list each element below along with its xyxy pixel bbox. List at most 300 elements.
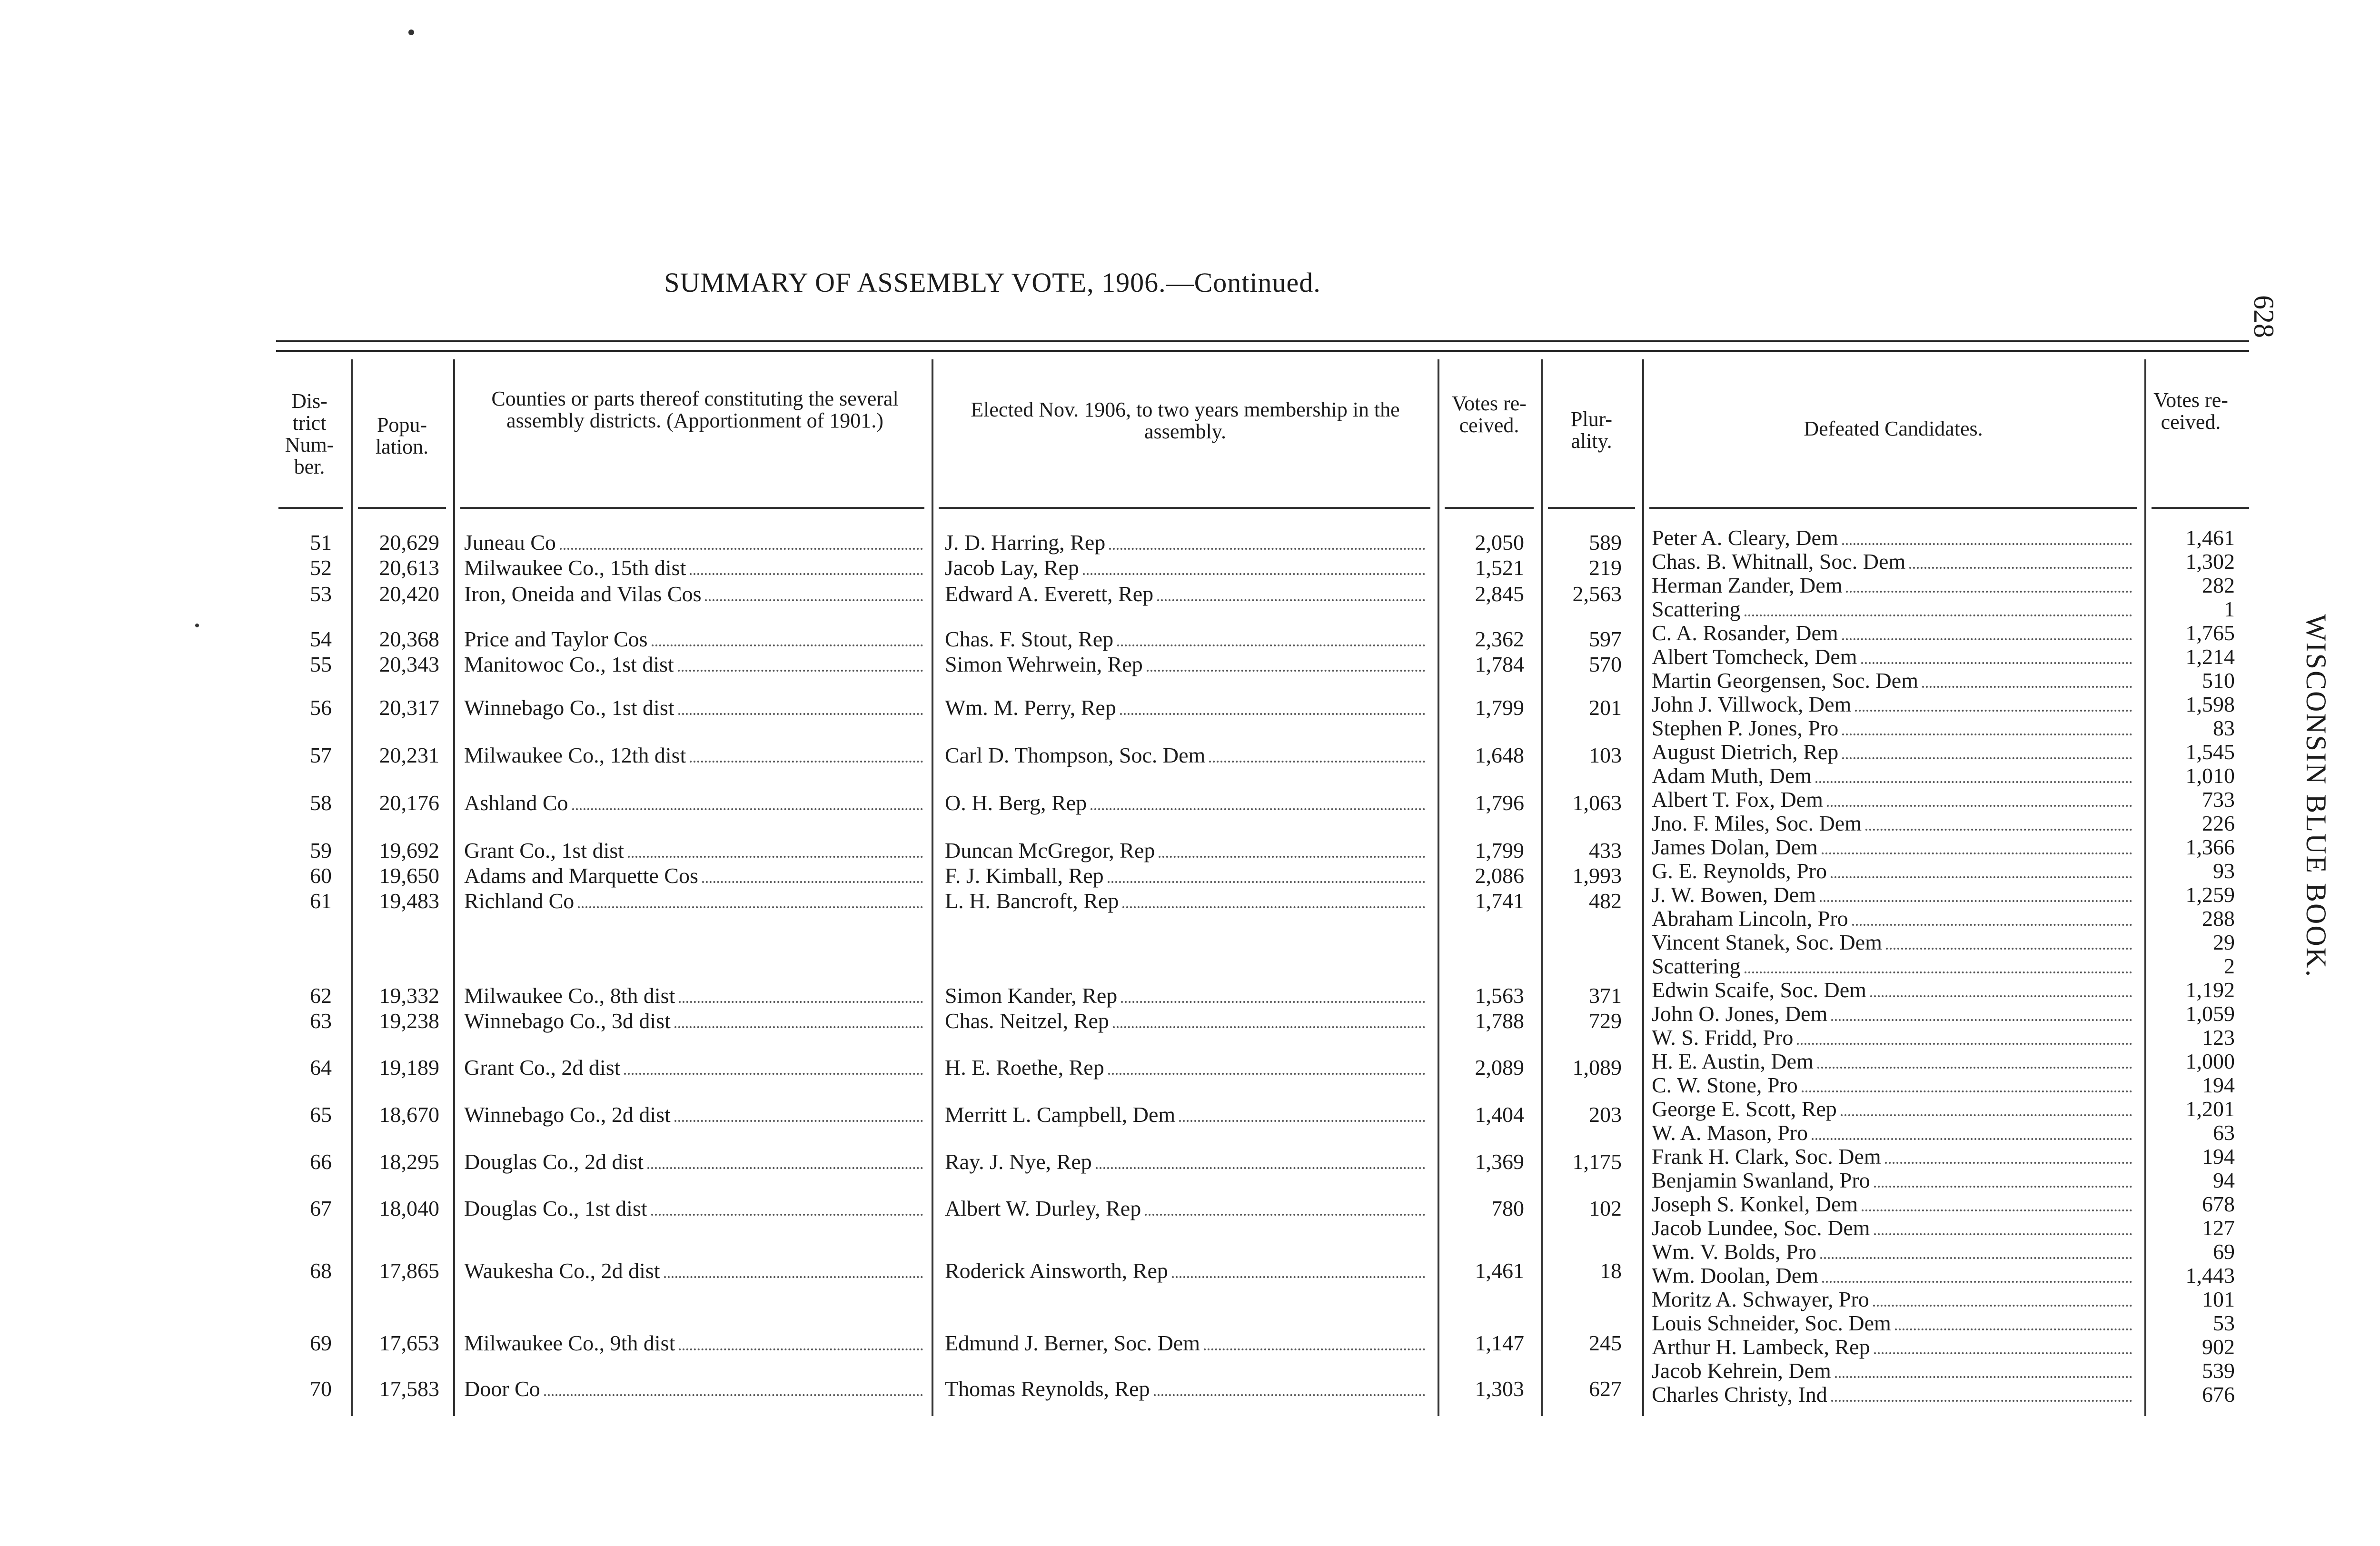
votes-received: 1,521 [1475,555,1524,580]
dot-leader [1870,995,2132,997]
defeated-candidate [1652,550,2135,574]
population: 17,653 [379,1331,439,1355]
district-number: 51 [310,530,332,555]
elected-member [945,1103,1428,1127]
county-name-text: Ashland Co [464,791,568,815]
dot-leader [1842,638,2132,640]
county-name-text: Winnebago Co., 2d dist [464,1103,671,1127]
page-title: SUMMARY OF ASSEMBLY VOTE, 1906.—Continued. [664,267,1321,298]
dot-leader [1096,1167,1425,1169]
defeated-votes: 1,192 [2185,978,2235,1002]
defeated-candidate [1652,788,2135,812]
defeated-candidate-text: Wm. Doolan, Dem [1652,1264,1819,1288]
dot-leader [1874,1186,2132,1188]
dot-leader [1820,1257,2132,1259]
defeated-candidate [1652,1121,2135,1145]
defeated-votes: 94 [2213,1168,2235,1192]
header-underline [460,507,924,509]
votes-received: 2,086 [1475,863,1524,888]
defeated-candidate [1652,740,2135,764]
defeated-votes: 123 [2202,1025,2235,1050]
header-underline [1548,507,1635,509]
votes-received: 1,147 [1475,1331,1524,1355]
elected-member [945,864,1428,888]
elected-member-text: Roderick Ainsworth, Rep [945,1259,1168,1283]
dot-leader [624,1073,923,1075]
county-name [464,791,926,815]
county-name-text: Juneau Co [464,531,556,555]
dot-leader [1122,906,1425,908]
top-double-rule-upper [276,340,2249,342]
votes-received: 1,563 [1475,983,1524,1008]
elected-member [945,696,1428,720]
elected-member [945,582,1428,606]
county-name-text: Milwaukee Co., 9th dist [464,1331,675,1355]
population: 19,238 [379,1009,439,1033]
dot-leader [1852,924,2132,926]
defeated-candidate-text: John J. Villwock, Dem [1652,693,1852,716]
dot-leader [1209,761,1425,763]
county-name [464,743,926,767]
defeated-votes: 1,443 [2185,1263,2235,1288]
county-name [464,1150,926,1174]
votes-received: 1,648 [1475,743,1524,767]
page-number: 628 [2248,295,2280,338]
dot-leader [1831,1019,2132,1021]
dot-leader [1820,900,2132,902]
district-number: 53 [310,582,332,606]
column-divider [932,359,933,1416]
plurality: 1,175 [1572,1150,1622,1174]
county-name-text: Douglas Co., 1st dist [464,1197,647,1220]
plurality: 2,563 [1572,582,1622,606]
defeated-candidate [1652,859,2135,883]
dot-leader [1083,573,1425,575]
district-number: 56 [310,695,332,720]
district-number: 66 [310,1150,332,1174]
dot-leader [1113,1026,1425,1028]
dot-leader [1822,852,2132,854]
header-underline [278,507,343,509]
dot-leader [678,670,923,672]
header-underline [1649,507,2137,509]
district-number: 61 [310,889,332,913]
dot-leader [1855,710,2132,712]
elected-member [945,1259,1428,1283]
defeated-candidate [1652,954,2135,978]
county-name [464,984,926,1008]
county-name [464,1056,926,1080]
defeated-candidate-text: Louis Schneider, Soc. Dem [1652,1311,1891,1335]
county-name [464,556,926,580]
defeated-candidate-text: Adam Muth, Dem [1652,764,1812,788]
population: 18,295 [379,1150,439,1174]
defeated-candidate-text: Vincent Stanek, Soc. Dem [1652,931,1882,954]
dot-leader [705,599,923,601]
dot-leader [664,1276,923,1278]
elected-member [945,627,1428,651]
column-divider [1438,359,1439,1416]
dot-leader [702,881,923,883]
county-name-text: Douglas Co., 2d dist [464,1150,644,1174]
dot-leader [674,1026,923,1028]
elected-member-text: F. J. Kimball, Rep [945,864,1104,888]
population: 19,189 [379,1055,439,1080]
votes-received: 1,788 [1475,1009,1524,1033]
dot-leader [1873,1305,2132,1307]
top-double-rule-lower [276,350,2249,352]
county-name-text: Door Co [464,1377,540,1401]
dot-leader [1831,876,2132,878]
dot-leader [1145,1214,1425,1216]
elected-member-text: Duncan McGregor, Rep [945,839,1155,862]
header-population: Popu- lation. [375,413,429,458]
elected-member-text: O. H. Berg, Rep [945,791,1087,815]
population: 17,865 [379,1259,439,1283]
elected-member [945,889,1428,913]
county-name-text: Richland Co [464,889,575,913]
county-name-text: Winnebago Co., 3d dist [464,1009,671,1033]
defeated-votes: 93 [2213,859,2235,883]
dot-leader [1204,1348,1425,1350]
defeated-candidate-text: Scattering [1652,597,1741,621]
dot-leader [1885,1162,2132,1164]
district-number: 69 [310,1331,332,1355]
county-name-text: Milwaukee Co., 8th dist [464,984,675,1008]
elected-member [945,839,1428,862]
dot-leader [1745,614,2132,616]
elected-member-text: Chas. Neitzel, Rep [945,1009,1109,1033]
defeated-votes: 1,214 [2185,644,2235,669]
dot-leader [1831,1400,2132,1402]
votes-received: 1,796 [1475,791,1524,815]
dot-leader [690,573,923,575]
votes-received: 1,799 [1475,695,1524,720]
dot-leader [572,808,923,810]
dot-leader [1862,1209,2132,1211]
dot-leader [679,1348,923,1350]
elected-member-text: Edmund J. Berner, Soc. Dem [945,1331,1200,1355]
dot-leader [1159,856,1425,858]
elected-member-text: Wm. M. Perry, Rep [945,696,1116,720]
defeated-candidate-text: Benjamin Swanland, Pro [1652,1169,1870,1192]
elected-member [945,984,1428,1008]
county-name-text: Iron, Oneida and Vilas Cos [464,582,702,606]
defeated-votes: 1,545 [2185,740,2235,764]
dot-leader [1815,781,2132,783]
dot-leader [1827,805,2132,807]
votes-received: 1,784 [1475,652,1524,676]
elected-member [945,1009,1428,1033]
district-number: 68 [310,1259,332,1283]
plurality: 201 [1589,695,1622,720]
dot-leader [1147,670,1425,672]
elected-member [945,743,1428,767]
defeated-candidate [1652,883,2135,907]
dot-leader [674,1120,923,1122]
dot-leader [1822,1281,2132,1283]
county-name [464,889,926,913]
elected-member-text: Jacob Lay, Rep [945,556,1079,580]
county-name [464,582,926,606]
defeated-votes: 733 [2202,787,2235,812]
population: 20,343 [379,652,439,676]
defeated-candidate-text: James Dolan, Dem [1652,835,1818,859]
district-number: 52 [310,555,332,580]
elected-member-text: Edward A. Everett, Rep [945,582,1154,606]
defeated-candidate-text: John O. Jones, Dem [1652,1002,1828,1026]
defeated-candidate [1652,1359,2135,1383]
district-number: 70 [310,1377,332,1401]
defeated-candidate-text: Stephen P. Jones, Pro [1652,716,1839,740]
defeated-candidate-text: Joseph S. Konkel, Dem [1652,1192,1858,1216]
plurality: 18 [1600,1259,1622,1283]
header-counties: Counties or parts thereof constituting the several assembly districts. (Apportionment of 1901.) [491,387,899,432]
plurality: 570 [1589,652,1622,676]
population: 20,613 [379,555,439,580]
defeated-candidate [1652,597,2135,621]
defeated-candidate [1652,1288,2135,1311]
defeated-candidate-text: Albert T. Fox, Dem [1652,788,1823,812]
county-name [464,1197,926,1220]
defeated-candidate [1652,835,2135,859]
defeated-candidate [1652,716,2135,740]
defeated-candidate-text: C. A. Rosander, Dem [1652,621,1838,645]
defeated-votes: 1,765 [2185,621,2235,645]
elected-member [945,1150,1428,1174]
defeated-votes: 510 [2202,668,2235,693]
elected-member-text: Carl D. Thompson, Soc. Dem [945,743,1206,767]
defeated-candidate [1652,812,2135,835]
header-plurality: Plur- ality. [1570,407,1613,453]
dot-leader [628,856,923,858]
elected-member-text: Chas. F. Stout, Rep [945,627,1114,651]
votes-received: 2,089 [1475,1055,1524,1080]
defeated-votes: 1,302 [2185,549,2235,574]
defeated-candidate-text: Wm. V. Bolds, Pro [1652,1240,1816,1264]
dot-leader [1842,733,2132,735]
dot-leader [1120,713,1425,715]
votes-received: 1,741 [1475,889,1524,913]
county-name-text: Winnebago Co., 1st dist [464,696,674,720]
header-defeated-votes: Votes re- ceived. [2153,388,2228,434]
defeated-candidate [1652,978,2135,1002]
population: 20,368 [379,627,439,651]
defeated-candidate [1652,669,2135,693]
population: 19,692 [379,838,439,862]
defeated-candidate [1652,1383,2135,1407]
defeated-candidate-text: G. E. Reynolds, Pro [1652,859,1827,883]
defeated-votes: 1,259 [2185,882,2235,907]
dot-leader [1842,543,2132,545]
dot-leader [679,1001,923,1003]
dot-leader [1108,881,1425,883]
county-name [464,696,926,720]
county-name [464,627,926,651]
county-name-text: Grant Co., 2d dist [464,1056,621,1080]
population: 18,670 [379,1102,439,1127]
county-name-text: Milwaukee Co., 15th dist [464,556,686,580]
population: 18,040 [379,1196,439,1220]
county-name-text: Milwaukee Co., 12th dist [464,743,686,767]
plurality: 482 [1589,889,1622,913]
votes-received: 1,303 [1475,1377,1524,1401]
county-name [464,1103,926,1127]
defeated-candidate-text: Herman Zander, Dem [1652,574,1843,597]
plurality: 219 [1589,555,1622,580]
elected-member [945,1197,1428,1220]
district-number: 57 [310,743,332,767]
defeated-candidate-text: Chas. B. Whitnall, Soc. Dem [1652,550,1906,574]
population: 19,483 [379,889,439,913]
defeated-candidate-text: Arthur H. Lambeck, Rep [1652,1335,1870,1359]
defeated-candidate [1652,1026,2135,1050]
defeated-candidate-text: Albert Tomcheck, Dem [1652,645,1857,669]
defeated-candidate-text: Martin Georgensen, Soc. Dem [1652,669,1918,693]
population: 20,176 [379,791,439,815]
defeated-candidate-text: Edwin Scaife, Soc. Dem [1652,978,1866,1002]
elected-member-text: Ray. J. Nye, Rep [945,1150,1092,1174]
print-speck [195,624,199,627]
dot-leader [1812,1138,2132,1140]
defeated-candidate-text: H. E. Austin, Dem [1652,1050,1814,1073]
dot-leader [1895,1328,2132,1330]
defeated-candidate [1652,1335,2135,1359]
district-number: 64 [310,1055,332,1080]
defeated-candidate-text: Moritz A. Schwayer, Pro [1652,1288,1869,1311]
dot-leader [1846,591,2132,593]
district-number: 63 [310,1009,332,1033]
defeated-candidate [1652,526,2135,550]
defeated-votes: 83 [2213,716,2235,740]
dot-leader [1841,1114,2132,1116]
county-name-text: Grant Co., 1st dist [464,839,625,862]
column-divider [2144,359,2146,1416]
defeated-candidate [1652,1073,2135,1097]
votes-received: 2,050 [1475,530,1524,555]
plurality: 1,063 [1572,791,1622,815]
plurality: 103 [1589,743,1622,767]
defeated-votes: 226 [2202,811,2235,835]
defeated-candidate-text: Jno. F. Miles, Soc. Dem [1652,812,1862,835]
district-number: 65 [310,1102,332,1127]
dot-leader [1835,1376,2132,1378]
defeated-votes: 194 [2202,1073,2235,1097]
defeated-votes: 101 [2202,1287,2235,1311]
population: 17,583 [379,1377,439,1401]
header-underline [939,507,1430,509]
dot-leader [690,761,923,763]
elected-member [945,791,1428,815]
dot-leader [1886,948,2132,950]
defeated-candidate [1652,931,2135,954]
header-underline [358,507,446,509]
defeated-votes: 1,461 [2185,525,2235,550]
dot-leader [1842,757,2132,759]
plurality: 371 [1589,983,1622,1008]
votes-received: 1,404 [1475,1102,1524,1127]
district-number: 59 [310,838,332,862]
defeated-votes: 1,366 [2185,835,2235,859]
county-name-text: Waukesha Co., 2d dist [464,1259,660,1283]
votes-received: 1,461 [1475,1259,1524,1283]
defeated-votes: 288 [2202,906,2235,931]
column-divider [1541,359,1543,1416]
votes-received: 780 [1491,1196,1524,1220]
defeated-candidate [1652,693,2135,716]
book-side-title: WISCONSIN BLUE BOOK. [2301,614,2332,978]
plurality: 203 [1589,1102,1622,1127]
plurality: 102 [1589,1196,1622,1220]
votes-received: 2,362 [1475,627,1524,651]
defeated-votes: 1,059 [2185,1001,2235,1026]
dot-leader [1109,548,1425,550]
defeated-votes: 127 [2202,1216,2235,1240]
plurality: 245 [1589,1331,1622,1355]
dot-leader [1157,599,1425,601]
county-name [464,653,926,676]
dot-leader [1874,1233,2132,1235]
defeated-candidate [1652,1169,2135,1192]
defeated-votes: 1,010 [2185,763,2235,788]
county-name-text: Manitowoc Co., 1st dist [464,653,674,676]
column-divider [351,359,353,1416]
votes-received: 2,845 [1475,582,1524,606]
dot-leader [1861,662,2132,664]
district-number: 60 [310,863,332,888]
dot-leader [651,1214,923,1216]
defeated-votes: 676 [2202,1382,2235,1407]
defeated-candidate [1652,1264,2135,1288]
defeated-candidate-text: C. W. Stone, Pro [1652,1073,1798,1097]
dot-leader [1865,829,2132,831]
elected-member-text: Merritt L. Campbell, Dem [945,1103,1176,1127]
defeated-candidate-text: W. S. Fridd, Pro [1652,1026,1794,1050]
defeated-votes: 282 [2202,573,2235,597]
defeated-votes: 902 [2202,1335,2235,1359]
header-votes-received: Votes re- ceived. [1452,392,1527,437]
population: 19,332 [379,983,439,1008]
defeated-votes: 1 [2224,597,2235,621]
county-name [464,1331,926,1355]
defeated-votes: 1,201 [2185,1097,2235,1121]
population: 20,231 [379,743,439,767]
dot-leader [1117,644,1425,646]
dot-leader [1922,686,2132,688]
elected-member-text: Thomas Reynolds, Rep [945,1377,1150,1401]
elected-member [945,531,1428,555]
elected-member [945,1377,1428,1401]
defeated-votes: 63 [2213,1120,2235,1145]
dot-leader [647,1167,923,1169]
defeated-votes: 53 [2213,1311,2235,1335]
county-name [464,1377,926,1401]
defeated-candidate-text: J. W. Bowen, Dem [1652,883,1816,907]
header-defeated-candidates: Defeated Candidates. [1804,417,1983,440]
defeated-candidate-text: Frank H. Clark, Soc. Dem [1652,1145,1881,1169]
dot-leader [652,644,923,646]
plurality: 433 [1589,838,1622,862]
votes-received: 1,799 [1475,838,1524,862]
defeated-candidate [1652,574,2135,597]
district-number: 54 [310,627,332,651]
defeated-candidate [1652,1192,2135,1216]
dot-leader [1817,1067,2132,1069]
dot-leader [1091,808,1425,810]
defeated-candidate [1652,1216,2135,1240]
elected-member-text: Simon Kander, Rep [945,984,1118,1008]
defeated-candidate-text: Scattering [1652,954,1741,978]
